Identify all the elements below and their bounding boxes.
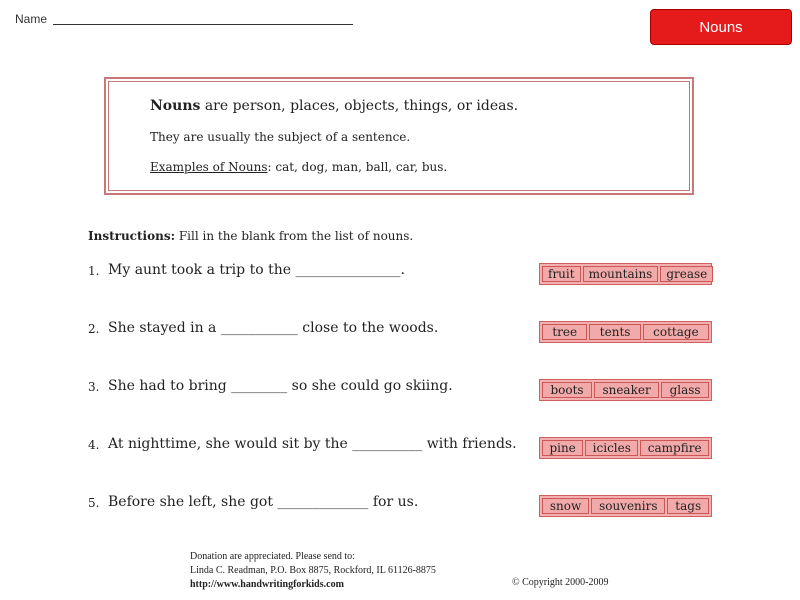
question-number: 2. bbox=[88, 322, 100, 336]
word-bank-2 bbox=[539, 321, 712, 343]
instructions-text: Fill in the blank from the list of nouns. bbox=[175, 229, 414, 243]
definition-line bbox=[150, 98, 518, 114]
donation-text: Donation are appreciated. Please send to: bbox=[190, 551, 355, 562]
word-option[interactable]: boots bbox=[542, 382, 592, 398]
word-option[interactable]: tree bbox=[542, 324, 587, 340]
examples-label: Examples of Nouns bbox=[150, 160, 268, 174]
word-option[interactable]: glass bbox=[661, 382, 709, 398]
word-option[interactable]: pine bbox=[542, 440, 583, 456]
word-option[interactable]: icicles bbox=[585, 440, 638, 456]
word-option[interactable]: souvenirs bbox=[591, 498, 665, 514]
definition-text: are person, places, objects, things, or ideas. bbox=[200, 98, 519, 114]
word-bank-5 bbox=[539, 495, 712, 517]
examples-text: : cat, dog, man, ball, car, bus. bbox=[267, 160, 448, 174]
question-text: Before she left, she got _____________ for us. bbox=[108, 494, 419, 510]
word-option[interactable]: tags bbox=[667, 498, 709, 514]
name-blank-line[interactable] bbox=[53, 24, 353, 25]
instructions bbox=[88, 229, 413, 243]
definition-term: Nouns bbox=[150, 98, 201, 114]
question-4 bbox=[88, 436, 517, 452]
word-option[interactable]: snow bbox=[542, 498, 589, 514]
question-text: At nighttime, she would sit by the __________ with friends. bbox=[108, 436, 517, 452]
question-number: 4. bbox=[88, 438, 100, 452]
address-text: Linda C. Readman, P.O. Box 8875, Rockford, IL 61126-8875 bbox=[190, 565, 436, 576]
question-1 bbox=[88, 262, 405, 278]
question-text: She stayed in a ___________ close to the woods. bbox=[108, 320, 439, 336]
question-5 bbox=[88, 494, 418, 510]
word-option[interactable]: grease bbox=[660, 266, 713, 282]
question-number: 1. bbox=[88, 264, 100, 278]
website-link[interactable]: http://www.handwritingforkids.com bbox=[190, 579, 344, 590]
question-number: 5. bbox=[88, 496, 100, 510]
word-option[interactable]: campfire bbox=[640, 440, 709, 456]
copyright: © Copyright 2000-2009 bbox=[512, 577, 609, 588]
question-3 bbox=[88, 378, 453, 394]
word-option[interactable]: cottage bbox=[643, 324, 709, 340]
question-number: 3. bbox=[88, 380, 100, 394]
name-label: Name bbox=[15, 12, 48, 26]
topic-badge: Nouns bbox=[650, 9, 792, 45]
instructions-label: Instructions: bbox=[88, 229, 176, 243]
question-text: She had to bring ________ so she could go skiing. bbox=[108, 378, 453, 394]
question-text: My aunt took a trip to the _______________. bbox=[108, 262, 405, 278]
question-2 bbox=[88, 320, 438, 336]
definition-subline: They are usually the subject of a sentence. bbox=[150, 130, 411, 144]
word-option[interactable]: fruit bbox=[542, 266, 581, 282]
word-bank-4 bbox=[539, 437, 712, 459]
word-option[interactable]: mountains bbox=[583, 266, 659, 282]
word-bank-1 bbox=[539, 263, 712, 285]
word-bank-3 bbox=[539, 379, 712, 401]
word-option[interactable]: tents bbox=[589, 324, 640, 340]
examples-line bbox=[150, 160, 447, 174]
word-option[interactable]: sneaker bbox=[594, 382, 659, 398]
